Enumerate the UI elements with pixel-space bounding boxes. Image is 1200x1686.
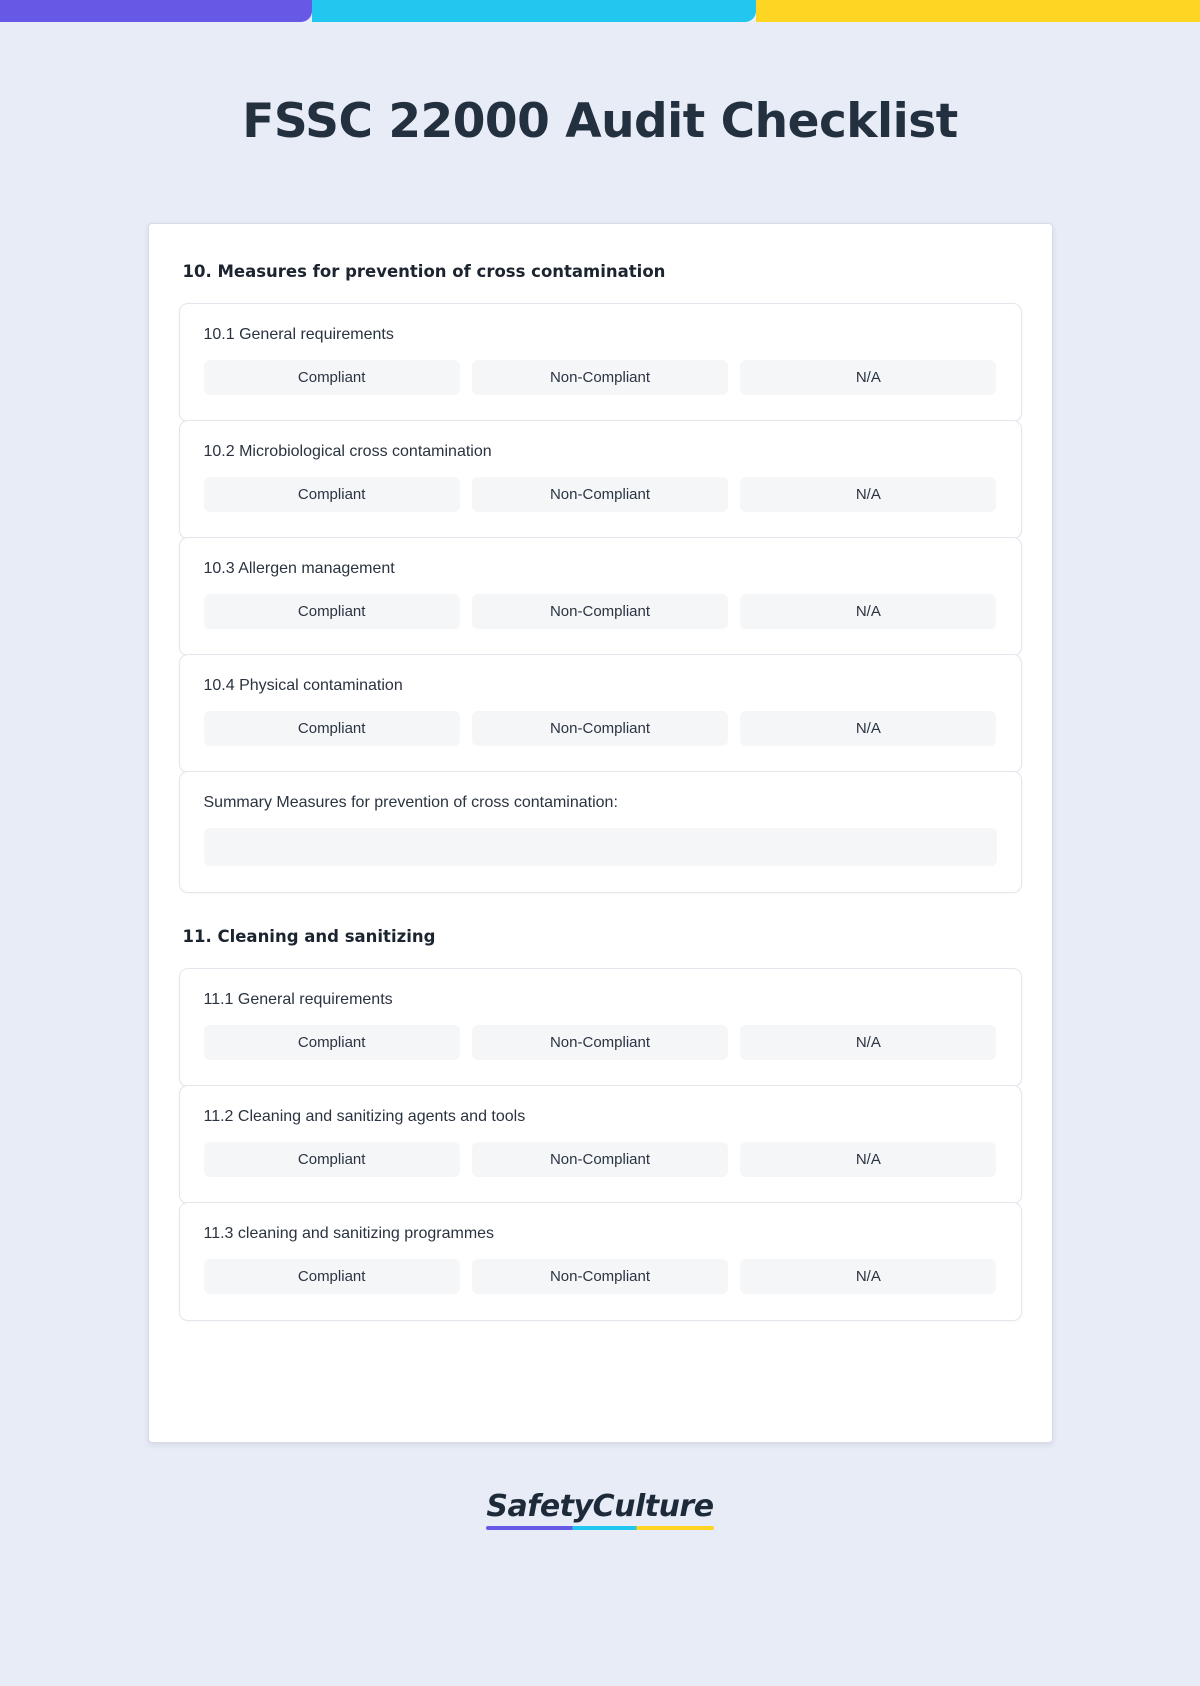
brand-bar-yellow: [756, 0, 1200, 22]
checklist-item-11-3: [179, 1202, 1022, 1321]
option-non-compliant[interactable]: Non-Compliant: [472, 477, 728, 512]
checklist-item-10-3: [179, 537, 1022, 656]
checklist-item-10-2: [179, 420, 1022, 539]
item-label: 11.1 General requirements: [203, 991, 393, 1008]
option-group: [204, 594, 997, 629]
option-compliant[interactable]: Compliant: [204, 1025, 460, 1060]
option-group: [204, 711, 997, 746]
item-label: 11.3 cleaning and sanitizing programmes: [203, 1225, 495, 1242]
option-na[interactable]: N/A: [740, 711, 996, 746]
item-label: 10.1 General requirements: [203, 326, 394, 343]
option-group: [204, 1259, 997, 1294]
section-heading-10: 10. Measures for prevention of cross contamination: [182, 262, 666, 281]
option-non-compliant[interactable]: Non-Compliant: [472, 711, 728, 746]
checklist-sheet: [148, 223, 1053, 1443]
brand-bar-purple: [0, 0, 312, 22]
option-group: [204, 1025, 997, 1060]
option-na[interactable]: N/A: [740, 594, 996, 629]
option-non-compliant[interactable]: Non-Compliant: [472, 1025, 728, 1060]
footer: [0, 1489, 1200, 1570]
option-group: [204, 1142, 997, 1177]
option-non-compliant[interactable]: Non-Compliant: [472, 360, 728, 395]
section-heading-11: 11. Cleaning and sanitizing: [182, 927, 436, 946]
option-compliant[interactable]: Compliant: [204, 711, 460, 746]
item-label: 10.4 Physical contamination: [203, 677, 403, 694]
option-group: [204, 360, 997, 395]
option-compliant[interactable]: Compliant: [204, 1142, 460, 1177]
item-label: 10.2 Microbiological cross contamination: [203, 443, 492, 460]
summary-label: Summary Measures for prevention of cross contamination:: [203, 794, 618, 811]
brand-bar-cyan: [312, 0, 756, 22]
safetyculture-logo: [486, 1489, 713, 1530]
option-non-compliant[interactable]: Non-Compliant: [472, 1142, 728, 1177]
item-label: 11.2 Cleaning and sanitizing agents and tools: [203, 1108, 526, 1125]
checklist-item-11-1: [179, 968, 1022, 1087]
option-compliant[interactable]: Compliant: [204, 360, 460, 395]
option-na[interactable]: N/A: [740, 1142, 996, 1177]
option-compliant[interactable]: Compliant: [204, 594, 460, 629]
option-na[interactable]: N/A: [740, 1259, 996, 1294]
option-na[interactable]: N/A: [740, 477, 996, 512]
option-non-compliant[interactable]: Non-Compliant: [472, 594, 728, 629]
option-group: [204, 477, 997, 512]
summary-input[interactable]: [204, 828, 997, 866]
logo-underline: [486, 1526, 713, 1530]
option-compliant[interactable]: Compliant: [204, 1259, 460, 1294]
option-na[interactable]: N/A: [740, 1025, 996, 1060]
option-non-compliant[interactable]: Non-Compliant: [472, 1259, 728, 1294]
checklist-item-10-4: [179, 654, 1022, 773]
logo-text: SafetyCulture: [486, 1489, 714, 1524]
item-label: 10.3 Allergen management: [203, 560, 395, 577]
option-na[interactable]: N/A: [740, 360, 996, 395]
option-compliant[interactable]: Compliant: [204, 477, 460, 512]
checklist-item-11-2: [179, 1085, 1022, 1204]
checklist-item-10-1: [179, 303, 1022, 422]
page-title: FSSC 22000 Audit Checklist: [242, 94, 958, 149]
brand-color-bar: [0, 0, 1200, 22]
summary-card-10: [179, 771, 1022, 893]
